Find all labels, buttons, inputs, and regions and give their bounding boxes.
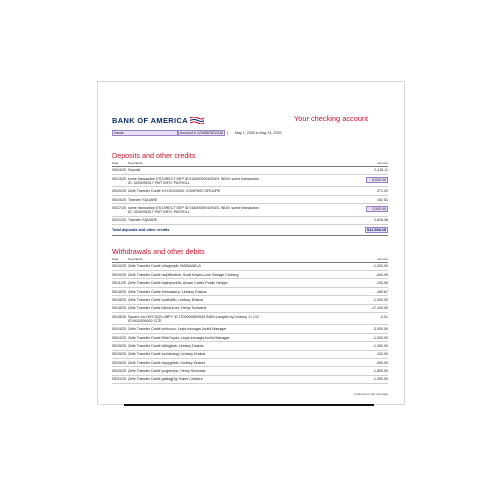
table-row (112, 263, 388, 271)
row-description (128, 177, 366, 185)
row-amount: -100.00 (375, 352, 388, 357)
row-description: Zelle Transfer Conf# xtsyygthvk; Lindsey Drakos (128, 360, 206, 365)
continued-note: continued on the next page (354, 392, 388, 396)
row-description: Zelle Transfer Conf# zzvlrdmkqj; Lindsey Drakos (128, 352, 206, 357)
table-row (112, 217, 388, 225)
row-amount: -1,200.00 (372, 264, 388, 269)
row-amount: 2,500.00 (366, 206, 388, 212)
row-date: 05/11/25 (112, 281, 126, 286)
row-amount: -132.96 (375, 281, 388, 286)
row-amount: 271.00 (377, 189, 388, 194)
row-description: Zelle Transfer Conf# ood6vf6h; Lindsey Drakos (128, 297, 204, 302)
row-description: Zelle Transfer Conf# ga6iagj7g; Kalee Childers (128, 377, 203, 382)
row-amount: -3,000.00 (372, 327, 388, 332)
row-amount: 162.81 (377, 197, 388, 202)
row-date: 05/20/25 (112, 189, 126, 194)
table-row (112, 376, 388, 384)
col-description: Description (128, 161, 144, 165)
total-label: Total deposits and other credits (112, 227, 170, 232)
table-row (112, 296, 388, 304)
row-description-line2: ID:9424300002 CCD (128, 318, 162, 323)
table-row (112, 367, 388, 375)
row-date: 05/24/25 (112, 335, 126, 340)
table-row (112, 196, 388, 204)
deposits-title: Deposits and other credits (112, 151, 196, 160)
row-date: 05/29/25 (112, 369, 126, 374)
document-title: Your checking account (294, 114, 369, 123)
viewer-scrollbar[interactable] (124, 404, 374, 406)
table-row (112, 313, 388, 325)
row-description-line1: Square Inc DES:SQV-VBPY ID:T2000000E0539 INDN:Langdin by Lindsey, LL CO (128, 314, 259, 319)
table-row (112, 351, 388, 359)
account-number: Account # 1234567812345 (180, 131, 223, 135)
row-amount: -1,200.00 (372, 335, 388, 340)
deposits-section (112, 152, 388, 236)
row-amount: -169.67 (375, 289, 388, 294)
row-description: Zelle Transfer Conf# ynqjrfmrjsr; Henry Schwartz (128, 369, 206, 374)
row-date: 05/25/25 (112, 343, 126, 348)
row-amount: 2,416.11 (374, 168, 388, 173)
withdrawals-column-header (112, 257, 388, 261)
col-date: Date (112, 257, 119, 261)
table-row (112, 187, 388, 195)
row-description: Zelle Transfer Conf# rsqfmpznt3s; Ahsan Carter-Public Hedger (128, 281, 228, 286)
row-date: 05/27/25 (112, 205, 126, 210)
row-description (128, 206, 366, 214)
row-description-line1: some transaction ES:DIRECT DEP ID:0160000091091E1 INDN: some transaction (128, 205, 259, 210)
row-date: 05/10/25 (112, 272, 126, 277)
col-date: Date (112, 161, 119, 165)
row-description-line2: ID: 3204095317 PMT INFO: PAYROLL (128, 209, 190, 214)
withdrawals-title: Withdrawals and other debits (112, 247, 205, 256)
col-amount: Amount (377, 161, 388, 165)
row-date: 05/18/25 (112, 314, 126, 319)
table-row (112, 279, 388, 287)
row-date: 05/31/25 (112, 218, 126, 223)
row-date: 05/04/25 (112, 168, 126, 173)
table-row (112, 359, 388, 367)
row-date: 05/18/25 (112, 297, 126, 302)
account-holder-name: Name (112, 130, 178, 136)
row-amount: -404.99 (375, 272, 388, 277)
col-description: Description (128, 257, 144, 261)
table-row (112, 342, 388, 350)
row-amount: -0.01 (379, 314, 388, 319)
row-description: Zelle Transfer Conf# k5hu61nxu; Henry Schwartz (128, 306, 207, 311)
row-amount: -1,800.00 (372, 369, 388, 374)
bank-logo (112, 116, 204, 125)
row-date: 05/18/25 (112, 289, 126, 294)
deposits-total-row (112, 225, 388, 236)
row-amount: -1,300.00 (372, 343, 388, 348)
table-row (112, 175, 388, 187)
bank-name: BANK OF AMERICA (112, 116, 188, 125)
row-amount: -1,000.00 (372, 297, 388, 302)
row-description: Zelle Transfer Conf# XXXXXX0000; COMPASS GROUPE (128, 189, 221, 194)
table-row (112, 167, 388, 175)
row-description: Zelle Transfer Conf# ll9ah7xpdo; Leyla Incoagts Inciful Manager (128, 335, 230, 340)
statement-period: May 1, 2025 to May 31, 2025 (234, 131, 282, 135)
row-description: Zelle Transfer Conf# z2tsgteqdf; MARIANELA (128, 264, 201, 269)
row-amount: 2,618.36 (374, 218, 388, 223)
row-date: 05/31/25 (112, 377, 126, 382)
row-date: 05/25/25 (112, 360, 126, 365)
row-description: Zelle Transfer Conf# sxhfcoco; Leyla Incoagts Inciful Manager (128, 327, 227, 332)
table-row (112, 325, 388, 333)
withdrawals-section (112, 248, 388, 384)
row-description: Transfer SQUARE (128, 197, 158, 202)
row-amount: -400.00 (375, 360, 388, 365)
row-amount: -1,300.00 (372, 377, 388, 382)
row-description: Zelle Transfer Conf# e9noaawvy; Lindsey Drakos (128, 289, 207, 294)
table-row (112, 271, 388, 279)
bank-flag-icon (190, 117, 204, 124)
row-date: 05/13/25 (112, 176, 126, 181)
row-description: Transfer SQUARE (128, 218, 158, 223)
table-row (112, 334, 388, 342)
row-date: 05/24/25 (112, 327, 126, 332)
table-row (112, 288, 388, 296)
col-amount: Amount (377, 257, 388, 261)
row-date: 05/24/25 (112, 197, 126, 202)
row-description-line1: some transaction ES:DIRECT DEP ID:0160000091091E1 INDN: some transaction (128, 176, 259, 181)
account-info-line (112, 130, 281, 136)
row-amount: 5,000.00 (366, 177, 388, 183)
statement-page (98, 82, 404, 404)
deposits-column-header (112, 161, 388, 165)
row-description-line2: ID: 3204095317 PMT INFO: PAYROLL (128, 180, 190, 185)
row-amount: -17,100.00 (370, 306, 388, 311)
table-row (112, 204, 388, 216)
row-description (128, 315, 366, 323)
row-date: 05/10/25 (112, 264, 126, 269)
row-description: Zelle Transfer Conf# rsq06boelvk; Scott Keyes-Love Savage Clothing (128, 272, 239, 277)
row-date: 05/18/25 (112, 306, 126, 311)
row-date: 05/25/25 (112, 352, 126, 357)
total-amount: $12,968.28 (366, 227, 386, 232)
row-description: Deposit (128, 168, 141, 173)
table-row (112, 305, 388, 313)
separator: | (226, 131, 228, 135)
row-description: Zelle Transfer Conf# xt6kqjbsb; Lindsey Drakos (128, 343, 204, 348)
